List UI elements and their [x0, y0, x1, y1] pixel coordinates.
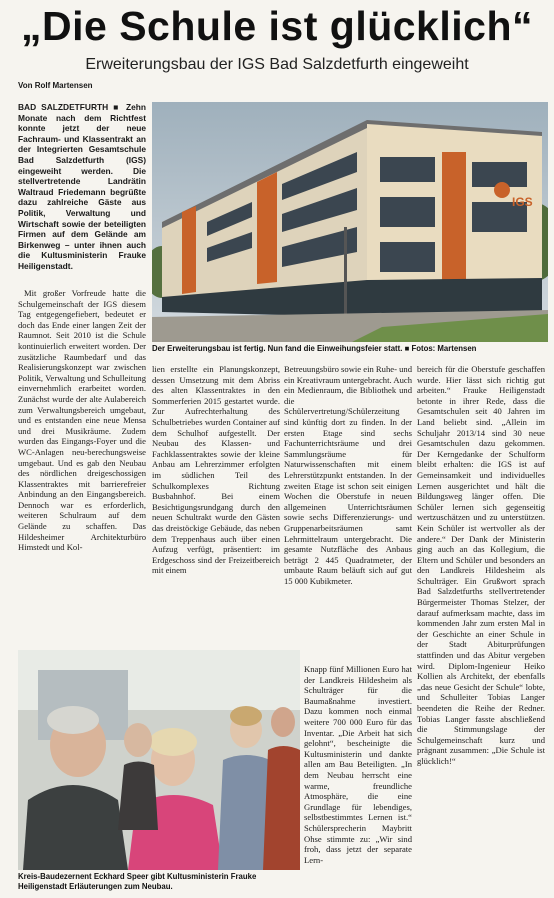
headline: „Die Schule ist glücklich“	[21, 3, 533, 49]
photo2-caption: Kreis-Baudezernent Eckhard Speer gibt Kultusministerin Frauke Heiligenstadt Erläuterungen zum Neubau.	[18, 872, 257, 891]
author-byline: Von Rolf Martensen	[18, 81, 93, 90]
article-column-4: bereich für die Oberstufe geschaffen wurde. Hier lässt sich richtig gut arbeiten.“ Frauke Heiligenstadt betonte in ihrer Rede, dass die Gesamtschulen seit 40 Jahren im Land beliebt sind. „Allein im Schuljahr 2013/14 sind 30 neue Gesamtschulen dazu gekommen. Der Kerngedanke der Schulform bleibt erhalten: die IGS ist auf Gemeinsamkeit und individuelles Lernen ausgerichtet und hält die Bildungsweg länger offen. Die Schüler lernen sich gegenseitig wertzuschätzen und zu unterstützen. Kein Schüler ist wertvoller als der andere.“ Der Dank der Ministerin ging auch an das Kollegium, die Eltern und Schüler und besonders an den Landkreis Hildesheim als Schulträger. Ein Grußwort sprach Bad Salzdetfurths stellvertretender Bürgermeister Thomas Stelzer, der darauf aufmerksam machte, dass im kommenden Jahr zum ersten Mal in der Geschichte an einer Schule in der Stadt Abiturprüfungen stattfinden und das Abitur vergeben wird. Diplom-Ingenieur Heiko Kollien als Architekt, der ebenfalls „das neue Gesicht der Schule“ lobte, und Schulleiter Tobias Langer beendeten die Reihe der Redner. Tobias Langer fasste abschließend die Stimmungslage der Schulgemeinschaft kurz und prägnant zusammen: „Die Schule ist glücklich!“	[417, 364, 545, 766]
article-column-1: Mit großer Vorfreude hatte die Schulgemeinschaft der IGS diesem Tag entgegengefiebert, bedeutet er doch das Ende einer langen Zeit der Raumnot. Seit 2010 ist die Schule kontinuierlich erweitert worden. Der zusätzliche Raumbedarf und das Realisierungskonzept war zwischen Politik, Verwaltung und Schulleitung einvernehmlich erarbeitet worden. Zunächst wurde der alte Aulabereich zum Verwaltungsbereich umgebaut, und es entstanden eine neue Mensa und drei Musikräume. Zudem wurden das Eingangs-Foyer und die WC-Anlagen neu-berechungsweise umgebaut. Und es gab den Neubau des nördlichen dreigeschossigen Klassentraktes mit barrierefreier Anbindung an den Eingangsbereich. Dennoch war es erforderlich, weiteren Schulraum auf dem Gelände zu schaffen. Das Hildesheimer Architekturbüro Himstedt und Kol-	[18, 288, 146, 553]
article-column-3: Betreuungsbüro sowie ein Ruhe- und ein Kreativraum untergebracht. Auch ein Medienraum, die Bibliothek und die Schülervertretung/Schülerzeitung sind künftig dort zu finden. In der ersten Etage sind sechs Fachunterrichtsräume und drei Sammlungsräume für Naturwissenschaften mit einem Lehrerstützpunkt entstanden. In der zweiten Etage ist schon seit einigen Wochen die Oberstufe in neuen allgemeinen Unterrichtsräumen sowie sechs Differenzierungs- und Gruppenarbeitsräumen samt Lehrmittelraum untergebracht. Die gesamte Nutzfläche des Anbaus beträgt 2 445 Quadratmeter, der umbaute Raum beläuft sich auf gut 15 000 Kubikmeter.	[284, 364, 412, 586]
photo1-caption: Der Erweiterungsbau ist fertig. Nun fand die Einweihungsfeier statt. ■ Fotos: Martensen	[152, 344, 477, 353]
lead-paragraph: BAD SALZDETFURTH ■ Zehn Monate nach dem Richtfest konnte jetzt der neue Fachraum- und Klassentrakt an der Integrierten Gesamtschule Bad Salzdetfurth (IGS) eingeweiht werden. Die stellvertretende Landrätin Waltraud Friedemann begrüßte dazu zahlreiche Gäste aus Politik, Verwaltung und Wirtschaft sowie der beteiligten Firmen auf dem Gelände am Birkenweg – unter ihnen auch die Kultusministerin Frauke Heiligenstadt.	[18, 102, 146, 271]
building-photo	[152, 102, 548, 342]
subheadline: Erweiterungsbau der IGS Bad Salzdetfurth eingeweiht	[85, 56, 469, 73]
igs-sign: IGS	[512, 195, 533, 209]
people-photo	[18, 650, 300, 870]
article-column-3-lower: Knapp fünf Millionen Euro hat der Landkreis Hildesheim als Schulträger für die Baumaßnahme investiert. Dazu kommen noch einmal weitere 700 000 Euro für das Inventar. „Die Arbeit hat sich gelohnt“, bescheinigte die Kultusministerin und dankte allen am Bau Beteiligten. „In dem Neubau herrscht eine warme, freundliche Atmosphäre, die eine Grundlage für lebendiges, selbstbestimmtes Lernen ist.“ Schülersprecherin Maybritt Ohse stimmte zu: „Wir sind froh, dass jetzt der separate Lern-	[304, 664, 412, 865]
article-column-2: lien erstellte ein Planungskonzept, dessen Umsetzung mit dem Abriss des alten Klassentraktes in den Sommerferien 2015 gestartet wurde. Zur Aufrechterhaltung des Schulbetriebes wurden Container auf dem Schulhof aufgestellt. Der Neubau des Klassen- und Fachklassentraktes sowie der kleine Anbau am Lehrerzimmer erfolgten im südlichen Teil des Schulkomplexes Richtung Busbahnhof. Bei einem Besichtigungsrundgang durch den neuen Schultrakt wurde den Gästen das dreistöckige Gebäude, das neben dem Treppenhaus auch über einen Aufzug verfügt, präsentiert: im Erdgeschoss sind der Freizeitbereich mit einem	[152, 364, 280, 576]
